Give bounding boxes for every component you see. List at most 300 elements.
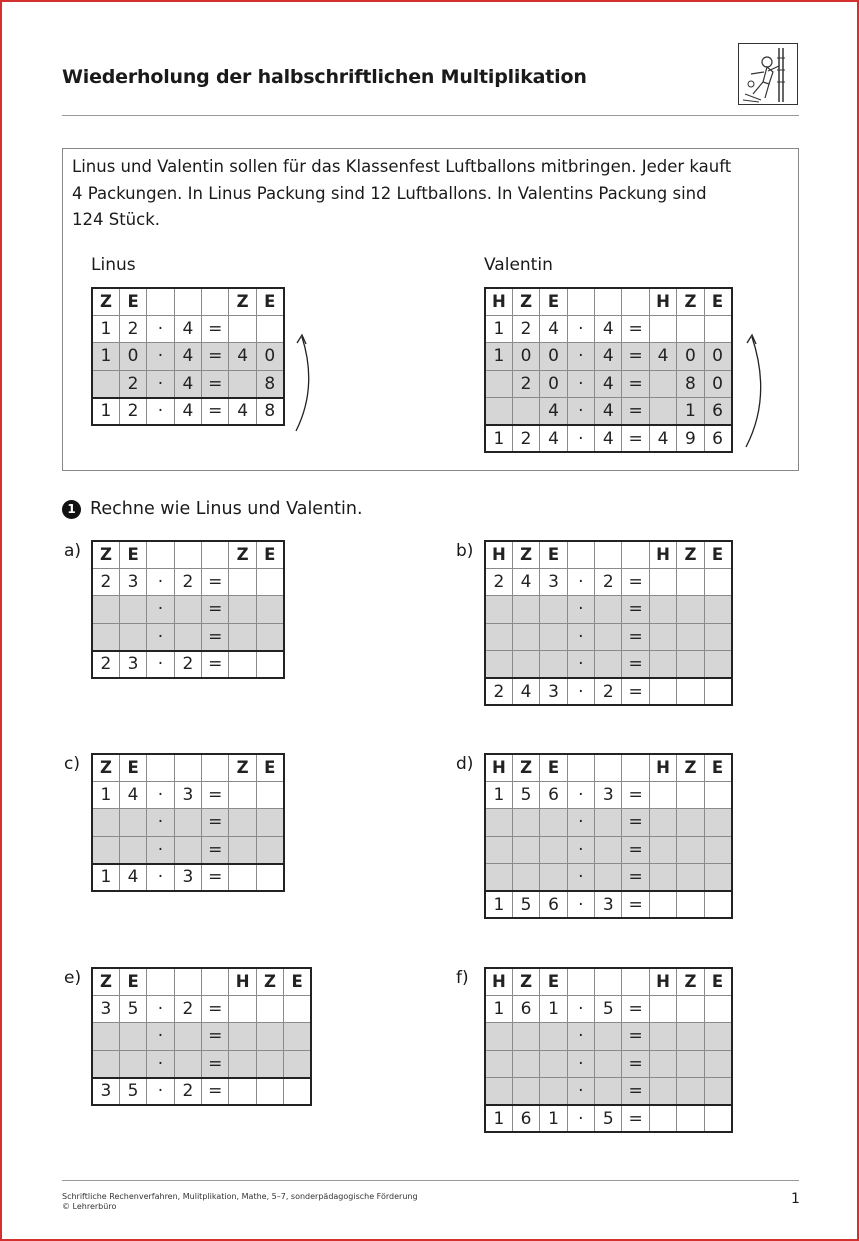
answer-cell[interactable] (649, 596, 676, 623)
answer-cell[interactable] (649, 1078, 676, 1105)
answer-cell[interactable] (649, 836, 676, 863)
digit-cell: 2 (174, 995, 201, 1022)
answer-cell[interactable] (649, 623, 676, 650)
digit-cell: 5 (512, 781, 539, 808)
digit-cell: 1 (485, 315, 512, 342)
answer-cell[interactable] (704, 568, 731, 595)
answer-cell[interactable] (677, 864, 704, 891)
answer-cell[interactable] (704, 836, 731, 863)
digit-cell: · (147, 1078, 174, 1105)
intro-line: 4 Packungen. In Linus Packung sind 12 Luftballons. In Valentins Packung sind (72, 183, 707, 203)
answer-cell[interactable] (256, 623, 283, 650)
calc-row (485, 809, 732, 836)
digit-cell: 1 (485, 343, 512, 370)
column-header-cell: Z (256, 968, 283, 995)
digit-cell: 5 (595, 1105, 622, 1132)
digit-cell: 4 (174, 370, 201, 397)
digit-cell: 6 (540, 781, 567, 808)
column-header-cell: H (485, 754, 512, 781)
answer-cell[interactable] (174, 1023, 201, 1050)
answer-cell[interactable] (229, 995, 256, 1022)
answer-cell[interactable] (677, 781, 704, 808)
answer-cell[interactable] (256, 995, 283, 1022)
answer-cell[interactable] (649, 781, 676, 808)
digit-cell: · (567, 370, 594, 397)
column-header-cell (174, 754, 201, 781)
answer-cell[interactable] (649, 398, 676, 425)
digit-cell: 3 (92, 995, 119, 1022)
answer-cell[interactable] (256, 1023, 283, 1050)
column-header-cell: Z (92, 288, 119, 315)
answer-cell[interactable] (595, 1078, 622, 1105)
digit-cell: · (147, 809, 174, 836)
answer-cell[interactable] (677, 315, 704, 342)
answer-cell[interactable] (540, 1050, 567, 1077)
column-header-cell: Z (512, 754, 539, 781)
answer-cell[interactable] (595, 809, 622, 836)
column-header-cell (567, 541, 594, 568)
answer-cell[interactable] (512, 623, 539, 650)
calc-row (485, 596, 732, 623)
digit-cell: 5 (119, 1078, 146, 1105)
answer-cell[interactable] (485, 398, 512, 425)
answer-cell[interactable] (485, 596, 512, 623)
intro-line: 124 Stück. (72, 210, 161, 229)
answer-cell[interactable] (485, 836, 512, 863)
digit-cell: = (622, 891, 649, 918)
column-header-cell: Z (677, 541, 704, 568)
answer-cell[interactable] (485, 1050, 512, 1077)
answer-cell[interactable] (119, 623, 146, 650)
calc-row (485, 678, 732, 705)
digit-cell: · (567, 425, 594, 452)
digit-cell: · (147, 568, 174, 595)
answer-cell[interactable] (119, 836, 146, 863)
digit-cell: 3 (595, 891, 622, 918)
place-value-table (484, 287, 733, 453)
answer-cell[interactable] (256, 651, 283, 678)
answer-cell[interactable] (174, 623, 201, 650)
answer-cell[interactable] (704, 864, 731, 891)
answer-cell[interactable] (704, 809, 731, 836)
answer-cell[interactable] (229, 864, 256, 891)
answer-cell[interactable] (119, 809, 146, 836)
column-header-cell: E (256, 541, 283, 568)
digit-cell: = (622, 678, 649, 705)
answer-cell[interactable] (256, 1078, 283, 1105)
answer-cell[interactable] (256, 568, 283, 595)
answer-cell[interactable] (704, 1023, 731, 1050)
answer-cell[interactable] (229, 1023, 256, 1050)
answer-cell[interactable] (485, 623, 512, 650)
answer-cell[interactable] (256, 836, 283, 863)
column-header-cell: E (540, 541, 567, 568)
answer-cell[interactable] (540, 809, 567, 836)
digit-cell: 4 (174, 343, 201, 370)
answer-cell[interactable] (704, 995, 731, 1022)
digit-cell: 1 (92, 315, 119, 342)
digit-cell: 4 (512, 568, 539, 595)
digit-cell: · (567, 1050, 594, 1077)
column-header-cell: H (649, 968, 676, 995)
answer-cell[interactable] (229, 315, 256, 342)
answer-cell[interactable] (595, 1023, 622, 1050)
answer-cell[interactable] (677, 995, 704, 1022)
digit-cell: · (567, 623, 594, 650)
digit-cell: · (567, 1023, 594, 1050)
column-header-cell: H (649, 541, 676, 568)
answer-cell[interactable] (540, 864, 567, 891)
answer-cell[interactable] (229, 1050, 256, 1077)
answer-cell[interactable] (512, 651, 539, 678)
answer-cell[interactable] (677, 891, 704, 918)
linus-title: Linus (91, 255, 136, 275)
digit-cell: = (202, 623, 229, 650)
answer-cell[interactable] (540, 836, 567, 863)
digit-cell: · (567, 678, 594, 705)
column-header-cell: E (119, 968, 146, 995)
intro-line: Linus und Valentin sollen für das Klassenfest Luftballons mitbringen. Jeder kauft (72, 157, 732, 176)
place-value-table (91, 287, 285, 426)
digit-cell: · (567, 864, 594, 891)
digit-cell: = (202, 651, 229, 678)
exercise-label: b) (456, 541, 474, 561)
digit-cell: · (147, 864, 174, 891)
page-title: Wiederholung der halbschriftlichen Multiplikation (62, 66, 587, 88)
answer-cell[interactable] (677, 651, 704, 678)
column-header-cell (622, 754, 649, 781)
answer-cell[interactable] (92, 1050, 119, 1077)
answer-cell[interactable] (92, 809, 119, 836)
digit-cell: = (622, 425, 649, 452)
digit-cell: 4 (595, 343, 622, 370)
answer-cell[interactable] (485, 651, 512, 678)
answer-cell[interactable] (649, 864, 676, 891)
answer-cell[interactable] (649, 315, 676, 342)
digit-cell: 0 (677, 343, 704, 370)
calc-row (92, 370, 284, 397)
answer-cell[interactable] (229, 809, 256, 836)
answer-cell[interactable] (485, 370, 512, 397)
answer-cell[interactable] (512, 1078, 539, 1105)
answer-cell[interactable] (256, 1050, 283, 1077)
digit-cell: = (202, 836, 229, 863)
answer-cell[interactable] (595, 836, 622, 863)
answer-cell[interactable] (119, 1023, 146, 1050)
answer-cell[interactable] (174, 836, 201, 863)
column-header-cell: Z (512, 968, 539, 995)
digit-cell: = (202, 864, 229, 891)
column-header-cell: H (649, 288, 676, 315)
answer-cell[interactable] (512, 1050, 539, 1077)
answer-cell[interactable] (284, 995, 311, 1022)
digit-cell: 2 (92, 651, 119, 678)
answer-cell[interactable] (92, 836, 119, 863)
calc-row (485, 1050, 732, 1077)
answer-cell[interactable] (677, 1050, 704, 1077)
column-header-cell: E (704, 288, 731, 315)
footer-text (62, 1192, 418, 1212)
digit-cell: 1 (485, 891, 512, 918)
answer-cell[interactable] (704, 1078, 731, 1105)
answer-cell[interactable] (704, 891, 731, 918)
calc-row (485, 398, 732, 425)
answer-cell[interactable] (649, 370, 676, 397)
answer-cell[interactable] (92, 596, 119, 623)
digit-cell: 1 (92, 398, 119, 425)
column-header-cell: E (256, 754, 283, 781)
answer-cell[interactable] (174, 809, 201, 836)
answer-cell[interactable] (485, 1023, 512, 1050)
answer-cell[interactable] (649, 995, 676, 1022)
answer-cell[interactable] (540, 1023, 567, 1050)
calc-row (485, 891, 732, 918)
digit-cell: = (622, 1078, 649, 1105)
column-header-cell: E (119, 288, 146, 315)
column-header-cell: E (540, 968, 567, 995)
digit-cell: 5 (119, 995, 146, 1022)
answer-cell[interactable] (595, 651, 622, 678)
answer-cell[interactable] (704, 1105, 731, 1132)
answer-cell[interactable] (512, 809, 539, 836)
column-header-cell (622, 541, 649, 568)
calc-row (485, 343, 732, 370)
digit-cell: 5 (595, 995, 622, 1022)
digit-cell: 1 (485, 781, 512, 808)
column-header-cell (567, 754, 594, 781)
column-header-cell (595, 754, 622, 781)
answer-cell[interactable] (512, 1023, 539, 1050)
digit-cell: = (622, 370, 649, 397)
digit-cell: · (567, 809, 594, 836)
answer-cell[interactable] (704, 596, 731, 623)
answer-cell[interactable] (512, 398, 539, 425)
answer-cell[interactable] (485, 809, 512, 836)
digit-cell: 1 (92, 781, 119, 808)
answer-cell[interactable] (595, 596, 622, 623)
digit-cell: = (202, 370, 229, 397)
answer-cell[interactable] (677, 568, 704, 595)
digit-cell: = (202, 1050, 229, 1077)
digit-cell: 2 (174, 1078, 201, 1105)
calc-row (92, 623, 284, 650)
answer-cell[interactable] (256, 781, 283, 808)
answer-cell[interactable] (677, 1105, 704, 1132)
answer-cell[interactable] (485, 1078, 512, 1105)
column-header-cell (567, 968, 594, 995)
answer-cell[interactable] (229, 370, 256, 397)
answer-cell[interactable] (677, 596, 704, 623)
column-header-cell: Z (512, 288, 539, 315)
column-header-cell (202, 541, 229, 568)
answer-cell[interactable] (284, 1050, 311, 1077)
header-divider (62, 115, 799, 116)
answer-cell[interactable] (229, 596, 256, 623)
calc-row (92, 864, 284, 891)
answer-cell[interactable] (677, 623, 704, 650)
digit-cell: 0 (256, 343, 283, 370)
digit-cell: = (622, 781, 649, 808)
answer-cell[interactable] (704, 781, 731, 808)
answer-cell[interactable] (229, 836, 256, 863)
answer-cell[interactable] (119, 1050, 146, 1077)
column-header-cell (147, 541, 174, 568)
column-header-cell (595, 288, 622, 315)
column-header-cell: E (704, 754, 731, 781)
answer-cell[interactable] (92, 1023, 119, 1050)
answer-cell[interactable] (256, 864, 283, 891)
task-instruction: Rechne wie Linus und Valentin. (90, 499, 363, 519)
answer-cell[interactable] (256, 809, 283, 836)
answer-cell[interactable] (704, 651, 731, 678)
intro-text (72, 154, 787, 234)
answer-cell[interactable] (704, 678, 731, 705)
digit-cell: 4 (229, 398, 256, 425)
column-header-cell (595, 968, 622, 995)
digit-cell: · (567, 836, 594, 863)
answer-cell[interactable] (649, 809, 676, 836)
curved-arrow-icon (742, 327, 772, 453)
digit-cell: 0 (704, 343, 731, 370)
calc-row (92, 1023, 311, 1050)
answer-cell[interactable] (649, 678, 676, 705)
digit-cell: 6 (704, 398, 731, 425)
answer-cell[interactable] (649, 1105, 676, 1132)
column-header-cell (595, 541, 622, 568)
calc-row (485, 315, 732, 342)
digit-cell: 3 (595, 781, 622, 808)
answer-cell[interactable] (649, 568, 676, 595)
column-header-cell (174, 968, 201, 995)
answer-cell[interactable] (256, 596, 283, 623)
column-header-cell (202, 968, 229, 995)
digit-cell: = (202, 995, 229, 1022)
digit-cell: 4 (174, 398, 201, 425)
column-header-cell (622, 288, 649, 315)
answer-cell[interactable] (119, 596, 146, 623)
calc-row (485, 425, 732, 452)
answer-cell[interactable] (229, 568, 256, 595)
digit-cell: 1 (485, 995, 512, 1022)
answer-cell[interactable] (649, 651, 676, 678)
calc-row (92, 1078, 311, 1105)
digit-cell: · (147, 596, 174, 623)
digit-cell: · (147, 1023, 174, 1050)
column-header-cell: Z (677, 288, 704, 315)
digit-cell: = (622, 343, 649, 370)
answer-cell[interactable] (540, 596, 567, 623)
calc-row (92, 398, 284, 425)
answer-cell[interactable] (677, 678, 704, 705)
calc-row (485, 623, 732, 650)
digit-cell: 2 (512, 370, 539, 397)
digit-cell: · (567, 568, 594, 595)
digit-cell: 4 (595, 425, 622, 452)
answer-cell[interactable] (485, 864, 512, 891)
digit-cell: = (202, 809, 229, 836)
column-header-cell: E (284, 968, 311, 995)
digit-cell: · (147, 370, 174, 397)
digit-cell: 4 (595, 315, 622, 342)
column-header-cell: E (704, 968, 731, 995)
digit-cell: · (567, 1078, 594, 1105)
digit-cell: 4 (540, 398, 567, 425)
answer-cell[interactable] (677, 1023, 704, 1050)
answer-cell[interactable] (677, 836, 704, 863)
answer-cell[interactable] (677, 809, 704, 836)
digit-cell: 5 (512, 891, 539, 918)
answer-cell[interactable] (595, 864, 622, 891)
page-number: 1 (791, 1191, 800, 1207)
answer-cell[interactable] (704, 1050, 731, 1077)
column-header-cell (202, 288, 229, 315)
digit-cell: 9 (677, 425, 704, 452)
answer-cell[interactable] (512, 836, 539, 863)
digit-cell: 1 (540, 995, 567, 1022)
digit-cell: 4 (649, 343, 676, 370)
column-header-cell (174, 541, 201, 568)
answer-cell[interactable] (174, 1050, 201, 1077)
answer-cell[interactable] (540, 651, 567, 678)
digit-cell: 0 (512, 343, 539, 370)
answer-cell[interactable] (677, 1078, 704, 1105)
digit-cell: 4 (512, 678, 539, 705)
digit-cell: = (622, 836, 649, 863)
answer-cell[interactable] (229, 1078, 256, 1105)
answer-cell[interactable] (92, 623, 119, 650)
task-number-badge: 1 (62, 500, 81, 519)
digit-cell: 2 (92, 568, 119, 595)
column-header-cell: Z (92, 968, 119, 995)
header-row (92, 541, 284, 568)
calc-row (485, 781, 732, 808)
answer-cell[interactable] (229, 651, 256, 678)
answer-cell[interactable] (595, 623, 622, 650)
answer-cell[interactable] (284, 1078, 311, 1105)
digit-cell: = (202, 568, 229, 595)
answer-cell[interactable] (174, 596, 201, 623)
answer-cell[interactable] (649, 1023, 676, 1050)
answer-cell[interactable] (540, 623, 567, 650)
answer-cell[interactable] (595, 1050, 622, 1077)
column-header-cell: Z (677, 968, 704, 995)
answer-cell[interactable] (256, 315, 283, 342)
column-header-cell (567, 288, 594, 315)
answer-cell[interactable] (284, 1023, 311, 1050)
answer-cell[interactable] (92, 370, 119, 397)
calc-row (92, 343, 284, 370)
answer-cell[interactable] (540, 1078, 567, 1105)
column-header-cell: Z (512, 541, 539, 568)
answer-cell[interactable] (649, 1050, 676, 1077)
answer-cell[interactable] (229, 781, 256, 808)
calc-row (485, 370, 732, 397)
answer-cell[interactable] (229, 623, 256, 650)
juggler-illustration-icon (738, 43, 798, 105)
answer-cell[interactable] (512, 864, 539, 891)
digit-cell: · (147, 623, 174, 650)
answer-cell[interactable] (704, 315, 731, 342)
digit-cell: 8 (256, 370, 283, 397)
calc-row (485, 1023, 732, 1050)
column-header-cell: Z (92, 541, 119, 568)
calc-row (92, 596, 284, 623)
digit-cell: · (147, 398, 174, 425)
calc-row (92, 781, 284, 808)
answer-cell[interactable] (649, 891, 676, 918)
answer-cell[interactable] (512, 596, 539, 623)
answer-cell[interactable] (704, 623, 731, 650)
